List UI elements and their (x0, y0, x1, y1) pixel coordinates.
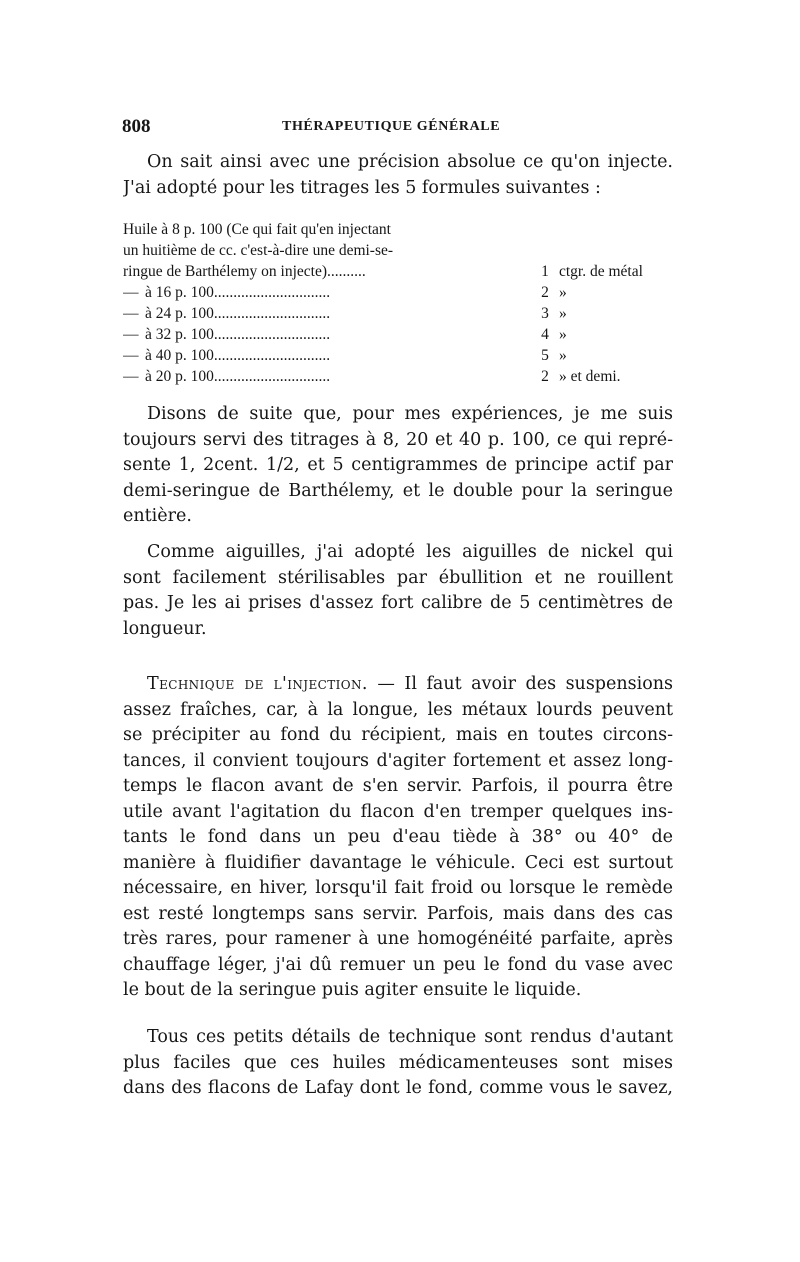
text-line: très rares, pour ramener à une homogénéité parfaite, après (123, 929, 673, 949)
table-row (123, 282, 683, 303)
page-header (122, 116, 676, 140)
table-value: 1 (541, 263, 549, 280)
text-line: sente 1, 2cent. 1/2, et 5 centigrammes de principe actif par (123, 455, 673, 475)
table-unit: » (559, 305, 567, 322)
paragraph-details (123, 1025, 673, 1102)
text-line (123, 672, 673, 698)
text-line: nécessaire, en hiver, lorsqu'il fait froid ou lorsque le remède (123, 878, 673, 898)
text-line: sont facilement stérilisables par ébullition et ne rouillent (123, 567, 673, 588)
text-line: est resté longtemps sans servir. Parfois, mais dans des cas (123, 903, 673, 924)
text-line: le bout de la seringue puis agiter ensuite le liquide. (123, 980, 582, 1000)
text-line: manière à fluidifier davantage le véhicule. Ceci est surtout (123, 852, 673, 873)
text-line: temps le flacon avant de s'en servir. Parfois, il pourra être (123, 776, 673, 796)
text-line: utile avant l'agitation du flacon d'en tremper quelques ins- (123, 801, 673, 822)
text-line: tances, il convient toujours d'agiter fortement et assez long- (123, 750, 673, 771)
table-row (123, 324, 683, 345)
table-unit: » (559, 284, 567, 301)
text-line: toujours servi des titrages à 8, 20 et 40 p. 100, ce qui repré- (123, 429, 673, 450)
table-label: à 20 p. 100.............................. (145, 368, 331, 385)
table-label: à 32 p. 100.............................. (145, 326, 331, 343)
intro-paragraph (123, 150, 673, 201)
table-label: à 16 p. 100.............................. (145, 284, 331, 301)
table-label: à 40 p. 100.............................. (145, 347, 331, 364)
text-line: chauffage léger, j'ai dû remuer un peu le fond du vase avec (123, 954, 673, 975)
text-line: pas. Je les ai prises d'assez fort calibre de 5 centimètres de (123, 593, 673, 613)
table-value: 3 (541, 305, 549, 322)
table-row (123, 345, 683, 366)
paragraph-disons (123, 402, 673, 530)
table-value: 2 (541, 284, 549, 301)
table-dash: — (123, 368, 139, 385)
text-line: Comme aiguilles, j'ai adopté les aiguilles de nickel qui (147, 542, 673, 562)
table-row (123, 366, 683, 387)
text-fragment: — Il faut avoir des suspensions (367, 674, 673, 694)
text-line: Disons de suite que, pour mes expériences, je me suis (147, 404, 673, 424)
text-line: assez fraîches, car, à la longue, les métaux lourds peuvent (123, 699, 673, 720)
table-dash: — (123, 284, 139, 301)
table-label: ringue de Barthélemy on injecte).......... (123, 263, 366, 280)
text-line: plus faciles que ces huiles médicamenteuses sont mises (123, 1052, 673, 1073)
table-value: 4 (541, 326, 549, 343)
text-line: demi-seringue de Barthélemy, et le double pour la seringue (123, 480, 673, 501)
table-dash: — (123, 347, 139, 364)
page-number: 808 (122, 116, 151, 137)
text-line: On sait ainsi avec une précision absolue ce qu'on injecte. (147, 152, 673, 172)
table-value: 5 (541, 347, 549, 364)
table-row (123, 303, 683, 324)
text-line: se précipiter au fond du récipient, mais en toutes circons- (123, 725, 673, 745)
text-line: tants le fond dans un peu d'eau tiède à 38° ou 40° de (123, 827, 673, 847)
text-line: longueur. (123, 618, 207, 639)
table-unit: » et demi. (559, 368, 621, 385)
table-label: Huile à 8 p. 100 (Ce qui fait qu'en injectant (123, 221, 391, 238)
table-row (123, 219, 683, 240)
table-dash: — (123, 326, 139, 343)
table-unit: » (559, 326, 567, 343)
running-title: THÉRAPEUTIQUE GÉNÉRALE (282, 119, 501, 134)
table-dash: — (123, 305, 139, 322)
table-label: à 24 p. 100.............................. (145, 305, 331, 322)
text-line: J'ai adopté pour les titrages les 5 formules suivantes : (123, 177, 601, 198)
table-label: un huitième de cc. c'est-à-dire une demi-se- (123, 242, 394, 259)
section-technique (123, 672, 673, 1004)
paragraph-aiguilles (123, 540, 673, 642)
formula-table (123, 219, 683, 387)
table-row (123, 240, 683, 261)
text-line: Tous ces petits détails de technique sont rendus d'autant (147, 1027, 673, 1047)
table-unit: » (559, 347, 567, 364)
text-line: entière. (123, 506, 192, 526)
text-line: dans des flacons de Lafay dont le fond, comme vous le savez, (123, 1078, 673, 1098)
table-row (123, 261, 683, 282)
table-unit: ctgr. de métal (559, 263, 643, 280)
section-heading: Technique de l'injection. (147, 674, 368, 694)
table-value: 2 (541, 368, 549, 385)
